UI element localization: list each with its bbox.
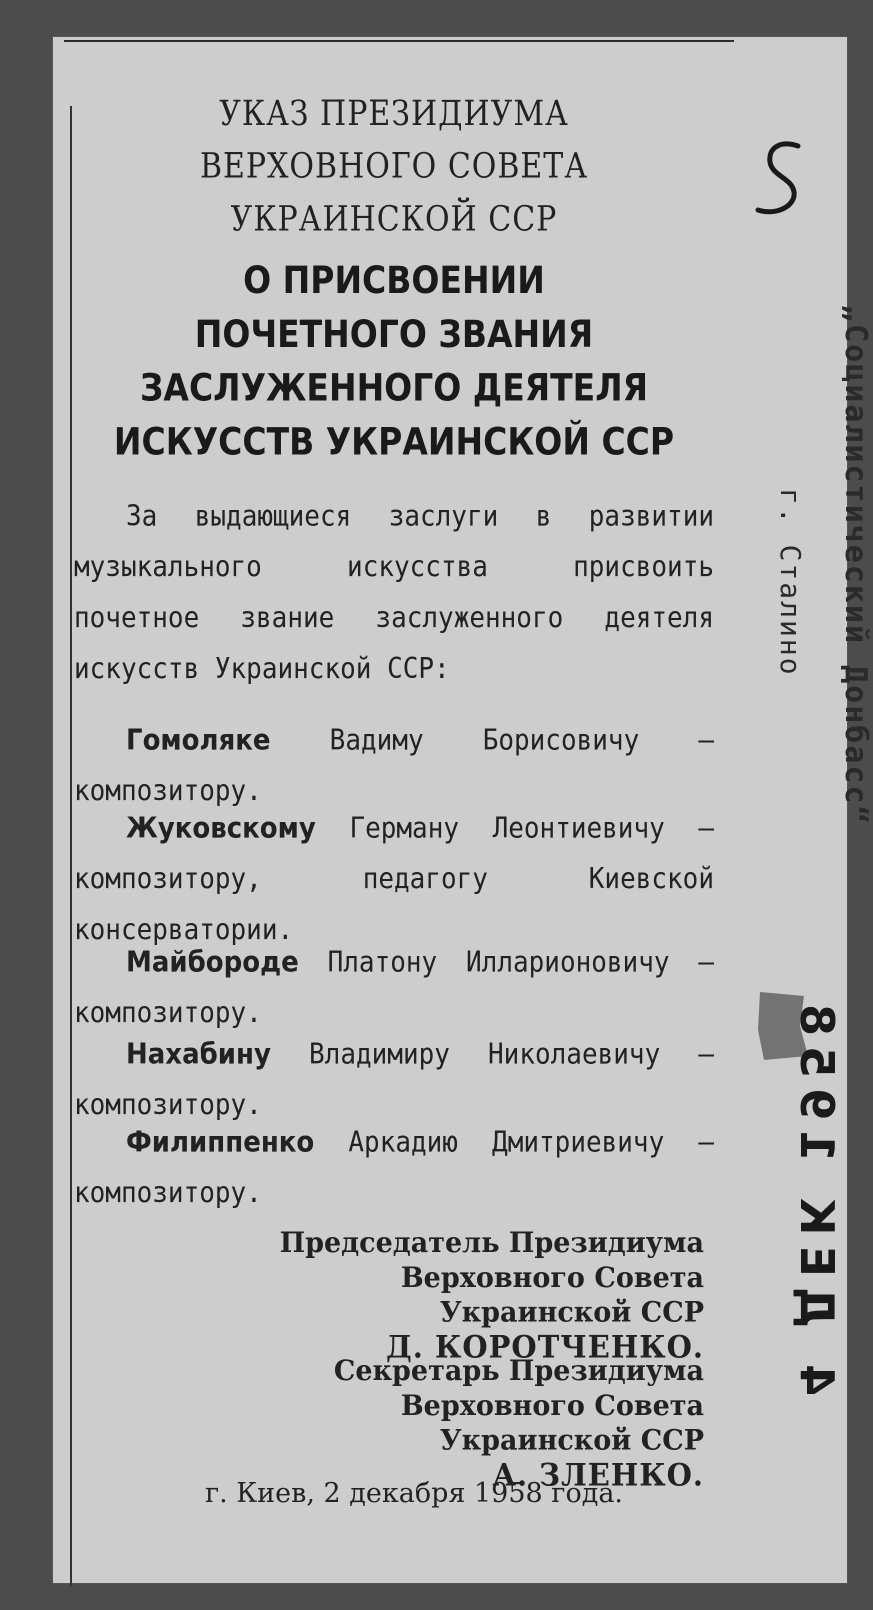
chairman-role-line: Верховного Совета (400, 1261, 704, 1295)
decree-heading-line: УКРАИНСКОЙ ССР (230, 199, 558, 240)
decree-title-line: ИСКУССТВ УКРАИНСКОЙ ССР (113, 419, 675, 464)
recipient-entry (74, 938, 714, 1040)
recipient-details: Владимиру Николаевичу — композитору. (74, 1038, 714, 1122)
newspaper-clipping-page (52, 36, 873, 1584)
recipient-details: Герману Леонтиевичу — композитору, педагогу Киевской консерватории. (74, 812, 714, 947)
secretary-role-line: Украинской ССР (439, 1424, 704, 1457)
decree-heading-line: ВЕРХОВНОГО СОВЕТА (199, 146, 589, 187)
handwritten-number-mark (740, 136, 810, 220)
recipient-entry (74, 1030, 714, 1132)
secretary-role-line: Секретарь Президиума (333, 1355, 704, 1388)
recipient-surname: Жуковскому (126, 812, 316, 846)
secretary-role-line: Верховного Совета (400, 1389, 704, 1423)
chairman-signature-block (144, 1226, 704, 1365)
decree-heading (64, 88, 724, 247)
received-date-stamp: 4 ДЕК 1958 (790, 994, 844, 1397)
place-and-date: г. Киев, 2 декабря 1958 года. (204, 1478, 624, 1509)
decree-intro: За выдающиеся заслуги в развитии музыкального искусства присвоить почетное звание заслуженного деятеля искусств Украинской ССР: (74, 500, 714, 686)
article-clip (64, 36, 744, 1584)
secretary-signature-block (144, 1354, 704, 1493)
recipient-entry (74, 804, 714, 956)
chairman-role-line: Украинской ССР (439, 1296, 704, 1329)
chairman-name: Д. КОРОТЧЕНКО. (386, 1328, 704, 1365)
secretary-name: А. ЗЛЕНКО. (492, 1456, 704, 1493)
recipient-surname: Майбороде (126, 946, 299, 980)
decree-title-line: ПОЧЕТНОГО ЗВАНИЯ (194, 312, 594, 356)
recipient-surname: Нахабину (126, 1038, 271, 1072)
recipient-surname: Филиппенко (126, 1126, 315, 1160)
decree-title-line: ЗАСЛУЖЕННОГО ДЕЯТЕЛЯ (139, 366, 649, 410)
decree-title-line: О ПРИСВОЕНИИ (243, 258, 545, 303)
source-newspaper-label: „Социалистический Донбасс“ (838, 304, 873, 826)
recipient-entry (74, 1118, 714, 1220)
source-city-label: г. Сталино (774, 488, 807, 677)
recipient-entry (74, 716, 714, 818)
recipient-surname: Гомоляке (126, 724, 271, 758)
decree-title (64, 254, 724, 469)
decree-heading-line: УКАЗ ПРЕЗИДИУМА (219, 93, 569, 134)
recipient-details: Вадиму Борисовичу — композитору. (74, 724, 714, 808)
chairman-role-line: Председатель Президиума (279, 1227, 704, 1260)
recipient-details: Аркадию Дмитриевичу — композитору. (74, 1126, 714, 1210)
recipient-details: Платону Илларионовичу — композитору. (74, 946, 715, 1030)
clip-top-edge (64, 40, 734, 42)
